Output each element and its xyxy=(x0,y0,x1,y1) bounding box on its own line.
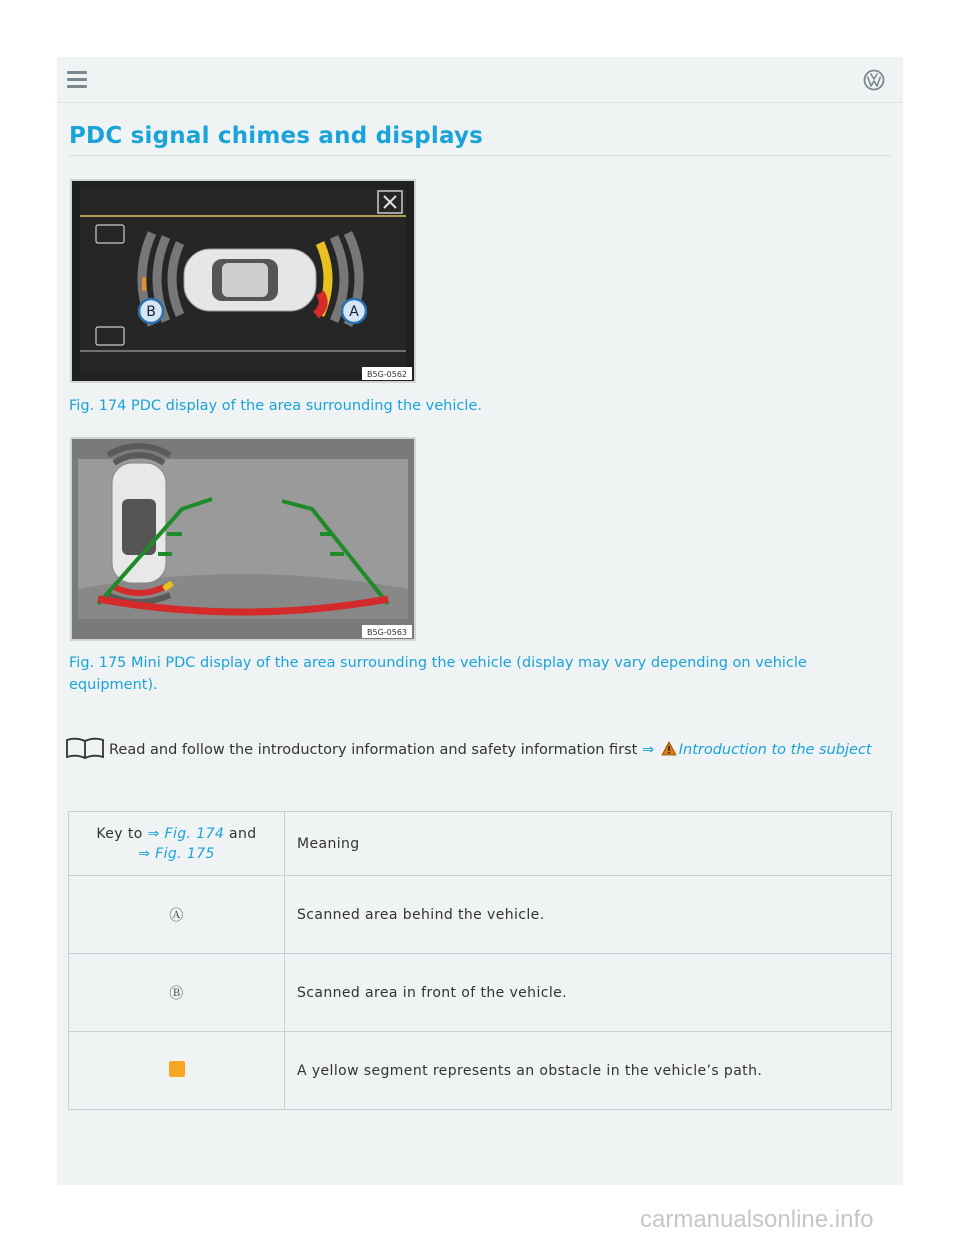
mini-pdc-figure xyxy=(70,437,416,641)
yellow-segment-key xyxy=(69,1032,285,1110)
meaning-a: Scanned area behind the vehicle. xyxy=(285,876,892,954)
intro-paragraph xyxy=(65,737,895,764)
label-b: B xyxy=(146,304,156,320)
key-b: Ⓑ xyxy=(69,954,285,1032)
meaning-header: Meaning xyxy=(285,812,892,876)
vw-logo-icon[interactable] xyxy=(863,69,885,91)
intro-text: Read and follow the introductory information and safety information first xyxy=(109,742,638,758)
menu-icon[interactable] xyxy=(67,71,87,89)
table-row xyxy=(69,954,892,1032)
figure-code: B5G-0563 xyxy=(366,628,408,637)
watermark: carmanualsonline.info xyxy=(640,1206,874,1233)
table-row xyxy=(69,876,892,954)
table-row xyxy=(69,1032,892,1110)
pdc-display-illustration xyxy=(72,181,414,381)
intro-link[interactable]: Introduction to the subject xyxy=(678,742,872,758)
pdc-display-figure xyxy=(70,179,416,383)
meaning-yellow: A yellow segment represents an obstacle in the vehicle’s path. xyxy=(285,1032,892,1110)
mini-pdc-illustration xyxy=(72,439,414,639)
page-title: PDC signal chimes and displays xyxy=(69,123,891,156)
fig-175-link[interactable]: ⇒ Fig. 175 xyxy=(138,845,215,862)
yellow-segment-swatch xyxy=(169,1061,185,1077)
top-bar xyxy=(57,57,903,103)
intro-arrow[interactable]: ⇒ xyxy=(641,742,655,758)
key-header: Key to ⇒ Fig. 174 and ⇒ Fig. 175 xyxy=(69,812,285,876)
label-a: A xyxy=(349,304,359,320)
key-a: Ⓐ xyxy=(69,876,285,954)
table-header-row xyxy=(69,812,892,876)
meaning-b: Scanned area in front of the vehicle. xyxy=(285,954,892,1032)
manual-page xyxy=(57,57,903,1185)
open-book-icon xyxy=(65,737,105,759)
figure-175-caption: Fig. 175 Mini PDC display of the area surrounding the vehicle (display may vary depending on vehicle equipment). xyxy=(69,655,807,693)
figure-174-caption: Fig. 174 PDC display of the area surrounding the vehicle. xyxy=(69,398,482,414)
warning-icon xyxy=(661,741,677,756)
figure-code: B5G-0562 xyxy=(366,370,408,379)
key-table xyxy=(68,811,892,1110)
fig-174-link[interactable]: ⇒ Fig. 174 xyxy=(147,825,225,842)
